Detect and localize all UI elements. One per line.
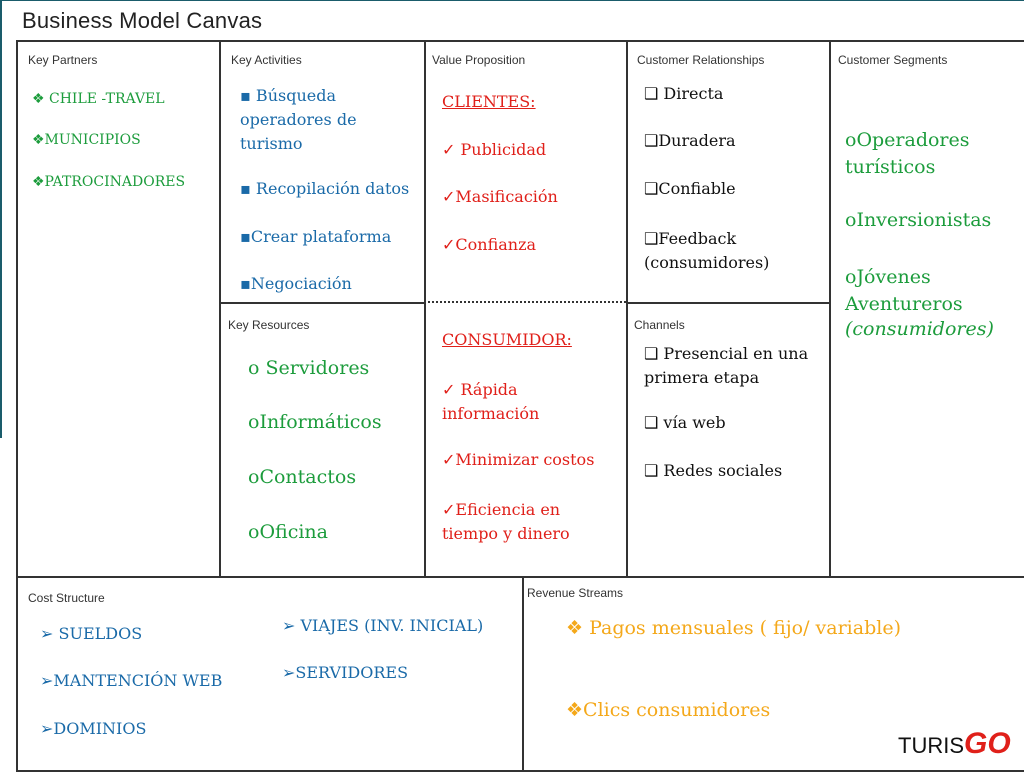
key-resource-item: oInformáticos (248, 411, 382, 433)
key-activity-item: ▪ Búsqueda operadores de turismo (240, 86, 357, 153)
value-item: ✓ Rápida información (442, 380, 540, 423)
relationship-item: ❑ Directa (644, 84, 724, 103)
cost-item: ➢ VIAJES (INV. INICIAL) (282, 616, 484, 635)
key-resources-title: Key Resources (228, 318, 310, 332)
relationship-item: ❑Duradera (644, 131, 736, 150)
key-resource-item: oOficina (248, 521, 328, 543)
channel-item: ❑ Presencial en una primera etapa (644, 344, 809, 387)
cost-item: ➢DOMINIOS (40, 719, 147, 738)
cost-structure-title: Cost Structure (28, 591, 105, 605)
consumidor-header: CONSUMIDOR: (442, 330, 572, 349)
revenue-item: ❖ Pagos mensuales ( fijo/ variable) (566, 617, 901, 639)
key-activity-item: ▪Crear plataforma (240, 227, 392, 246)
key-partner-item: ❖MUNICIPIOS (32, 132, 141, 148)
clientes-header: CLIENTES: (442, 92, 536, 111)
key-resource-item: o Servidores (248, 357, 370, 379)
value-proposition-divider (424, 301, 626, 303)
segment-item: oJóvenes Aventureros (845, 266, 963, 315)
logo-part-turis: TURIS (898, 733, 964, 758)
revenue-item: ❖Clics consumidores (566, 699, 771, 721)
key-activity-item: ▪ Recopilación datos (240, 179, 410, 198)
channels-title: Channels (634, 318, 685, 332)
value-item: ✓ Publicidad (442, 140, 547, 159)
segment-note: (consumidores) (845, 318, 994, 340)
page-title: Business Model Canvas (22, 8, 263, 33)
key-partner-item: ❖ CHILE -TRAVEL (32, 91, 165, 107)
segment-item: oInversionistas (845, 209, 992, 231)
turisgo-logo (898, 727, 1011, 761)
customer-relationships-title: Customer Relationships (637, 53, 765, 67)
cost-item: ➢MANTENCIÓN WEB (40, 671, 223, 690)
revenue-streams-title: Revenue Streams (527, 586, 624, 600)
channel-item: ❑ Redes sociales (644, 461, 783, 480)
logo-part-go: GO (964, 727, 1011, 760)
key-resource-item: oContactos (248, 466, 357, 488)
cost-item: ➢SERVIDORES (282, 663, 409, 682)
key-activities-box (219, 40, 426, 304)
relationship-item: ❑Confiable (644, 179, 736, 198)
value-item: ✓Eficiencia en tiempo y dinero (442, 500, 570, 543)
key-partner-item: ❖PATROCINADORES (32, 174, 186, 190)
value-item: ✓Confianza (442, 235, 537, 254)
value-item: ✓Masificación (442, 187, 558, 206)
key-partners-title: Key Partners (28, 53, 98, 67)
key-activity-item: ▪Negociación (240, 274, 352, 293)
relationship-item: ❑Feedback (consumidores) (644, 229, 770, 272)
channel-item: ❑ vía web (644, 413, 726, 432)
value-proposition-title: Value Proposition (432, 53, 526, 67)
top-accent-line (0, 0, 1024, 1)
key-activities-title: Key Activities (231, 53, 302, 67)
customer-segments-title: Customer Segments (838, 53, 948, 67)
segment-item: oOperadores turísticos (845, 129, 970, 178)
left-accent-line (0, 0, 2, 438)
key-partners-box (16, 40, 221, 578)
value-item: ✓Minimizar costos (442, 450, 595, 469)
cost-item: ➢ SUELDOS (40, 624, 143, 643)
